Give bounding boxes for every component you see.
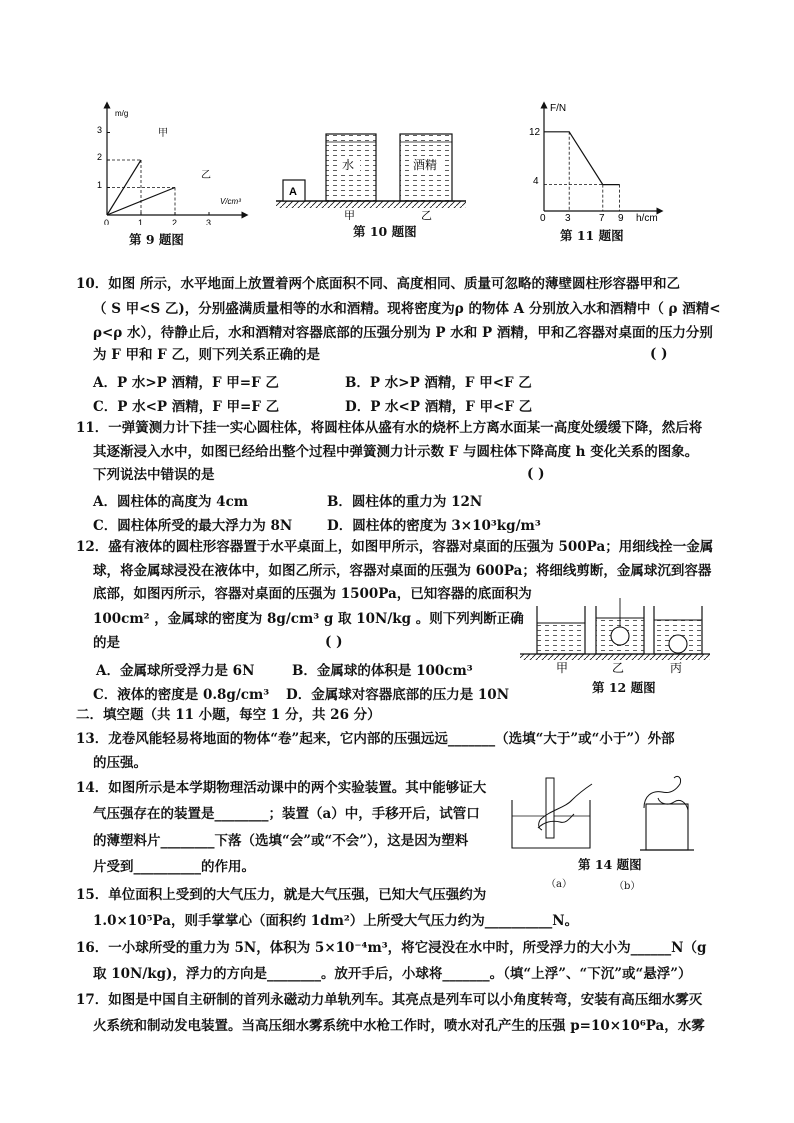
q11-line-3: 下列说法中错误的是: [93, 467, 215, 483]
q16-line-2: 取 10N/kg)，浮力的方向是________。放开手后，小球将_______。（填“上浮”、“下沉”或“悬浮”）: [93, 966, 692, 982]
fig9-series-a-label: 甲: [158, 128, 168, 139]
q12-option-d: D．金属球对容器底部的压力是 10N: [286, 687, 510, 703]
q14-line-3: 的薄塑料片________下落（选填“会”或“不会”），这是因为塑料: [93, 833, 469, 849]
metal-ball-hanging: [611, 627, 629, 645]
q12-paren: ( ): [325, 634, 343, 650]
q11-option-a: A．圆柱体的高度为 4cm: [93, 494, 249, 510]
figure-11-graph: [528, 100, 668, 225]
q12-line-4: 100cm² ，金属球的密度为 8g/cm³ g 取 10N/kg 。则下列判断正确: [93, 611, 524, 627]
apparatus-a-label: （a）: [546, 879, 572, 890]
q11-line-2: 其逐渐浸入水中，如图已经给出整个过程中弹簧测力计示数 F 与圆柱体下降高度 h 变化关系的图象。: [93, 444, 699, 460]
fig9-xlabel: V/cm³: [220, 197, 241, 206]
q12-option-b: B．金属球的体积是 100cm³: [292, 663, 473, 679]
figure-12-caption: 第 12 题图: [592, 680, 656, 695]
fig12-label-yi: 乙: [612, 661, 625, 675]
apparatus-b-label: （b）: [614, 881, 641, 892]
q10-line-4: 为 F 甲和 F 乙，则下列关系正确的是: [93, 347, 320, 363]
q12-line-3: 底部，如图丙所示，容器对桌面的压强为 1500Pa，已知容器的底面积为: [93, 586, 532, 602]
q12-line-2: 球，将金属球浸没在液体中，如图乙所示，容器对桌面的压强为 600Pa；将细线剪断，金属球沉到容器: [93, 563, 712, 579]
liquid-water-label: 水: [342, 158, 355, 172]
q17-line-1: 17．如图是中国自主研制的首列永磁动力单轨列车。其亮点是列车可以小角度转弯，安装有高压细水雾灭: [76, 992, 703, 1008]
q10-line-2: （ S 甲<S 乙)，分别盛满质量相等的水和酒精。现将密度为ρ 的物体 A 分别放入水和酒精中（ ρ 酒精<: [93, 301, 721, 317]
q17-line-2: 火系统和制动发电装置。当高压细水雾系统中水枪工作时，喷水对孔产生的压强 p=10×10⁶Pa，水雾: [93, 1018, 705, 1034]
q15-line-1: 15．单位面积上受到的大气压力，就是大气压强，已知大气压强约为: [76, 887, 487, 903]
fig11-xtick-7: 7: [599, 213, 605, 224]
block-a-label: A: [289, 186, 297, 198]
q11-option-b: B．圆柱体的重力为 12N: [327, 494, 483, 510]
fig11-ylabel: F/N: [550, 103, 567, 114]
fig9-ytick-1: 1: [97, 180, 103, 190]
figure-12-containers: [520, 598, 710, 676]
fig11-xtick-0: 0: [540, 213, 546, 224]
figure-11-caption: 第 11 题图: [560, 228, 624, 243]
q12-line-5: 的是: [93, 635, 120, 651]
fig9-ylabel: m/g: [115, 109, 129, 118]
figure-10-containers: [276, 128, 466, 220]
q10-line-1: 10．如图 所示，水平地面上放置着两个底面积不同、高度相同、质量可忽略的薄壁圆柱形容器甲和乙: [76, 276, 680, 292]
q11-option-d: D．圆柱体的密度为 3×10³kg/m³: [327, 518, 541, 534]
container-jia-label: 甲: [344, 210, 355, 220]
figure-9-graph: [95, 100, 255, 225]
fig9-ytick-3: 3: [97, 125, 103, 135]
q13-line-1: 13．龙卷风能轻易将地面的物体“卷”起来，它内部的压强远远_______（选填“大于”或“小于”）外部: [76, 731, 675, 747]
liquid-alcohol-label: 酒精: [413, 158, 438, 172]
fig11-ytick-4: 4: [533, 176, 539, 187]
figure-14-caption: 第 14 题图: [578, 857, 642, 872]
q11-option-c: C．圆柱体所受的最大浮力为 8N: [93, 518, 293, 534]
metal-ball-sunk: [669, 635, 687, 653]
q14-line-2: 气压强存在的装置是________；装置（a）中，手移开后，试管口: [93, 806, 480, 822]
container-3: [654, 606, 702, 654]
q11-line-1: 11．一弹簧测力计下挂一实心圆柱体，将圆柱体从盛有水的烧杯上方离水面某一高度处缓缓下降，然后将: [76, 420, 703, 436]
fig11-xtick-9: 9: [618, 213, 624, 224]
q10-option-a: A．P 水>P 酒精，F 甲=F 乙: [93, 375, 279, 391]
fig11-xlabel: h/cm: [636, 213, 658, 224]
fig9-ytick-2: 2: [97, 152, 103, 162]
fig12-label-bing: 丙: [670, 661, 683, 675]
apparatus-a: [512, 778, 592, 848]
fig12-label-jia: 甲: [556, 661, 569, 675]
q11-paren: ( ): [527, 466, 545, 482]
q14-line-1: 14．如图所示是本学期物理活动课中的两个实验装置。其中能够证大: [76, 780, 487, 796]
container-yi-label: 乙: [421, 210, 432, 220]
q13-line-2: 的压强。: [93, 755, 147, 771]
q12-option-c: C．液体的密度是 0.8g/cm³: [93, 687, 270, 703]
fig11-xtick-3: 3: [565, 213, 571, 224]
figure-14-apparatus: [510, 770, 700, 854]
container-2: [596, 598, 644, 654]
container-1: [537, 606, 585, 654]
fig9-xtick-1: 1: [138, 218, 144, 225]
q10-option-c: C．P 水<P 酒精，F 甲=F 乙: [93, 399, 280, 415]
fig9-xtick-2: 2: [172, 218, 178, 225]
fig11-ytick-12: 12: [529, 127, 541, 138]
q12-option-a: A．金属球所受浮力是 6N: [96, 663, 255, 679]
fig9-series-b-label: 乙: [201, 170, 211, 181]
fig9-xtick-0: 0: [104, 218, 110, 225]
fig9-xtick-3: 3: [206, 218, 212, 225]
q16-line-1: 16．一小球所受的重力为 5N，体积为 5×10⁻⁴m³，将它浸没在水中时，所受浮力的大小为______N（g: [76, 940, 707, 956]
q14-line-4: 片受到__________的作用。: [93, 859, 255, 875]
q12-line-1: 12．盛有液体的圆柱形容器置于水平桌面上，如图甲所示，容器对桌面的压强为 500Pa；用细线拴一金属: [76, 539, 714, 555]
section-2-heading: 二．填空题（共 11 小题，每空 1 分，共 26 分）: [76, 707, 381, 723]
q15-line-2: 1.0×10⁵Pa，则手掌掌心（面积约 1dm²）上所受大气压力约为__________N。: [93, 913, 579, 929]
apparatus-b: [640, 776, 694, 850]
q10-option-d: D．P 水<P 酒精，F 甲<F 乙: [345, 399, 533, 415]
q10-paren: ( ): [650, 346, 668, 362]
figure-10-caption: 第 10 题图: [353, 224, 417, 239]
figure-9-caption: 第 9 题图: [129, 232, 184, 247]
q10-line-3: ρ<ρ 水），待静止后，水和酒精对容器底部的压强分别为 P 水和 P 酒精，甲和乙容器对桌面的压力分别: [93, 325, 713, 341]
fig11-series-line: [544, 132, 620, 185]
q10-option-b: B．P 水>P 酒精，F 甲<F 乙: [345, 375, 532, 391]
